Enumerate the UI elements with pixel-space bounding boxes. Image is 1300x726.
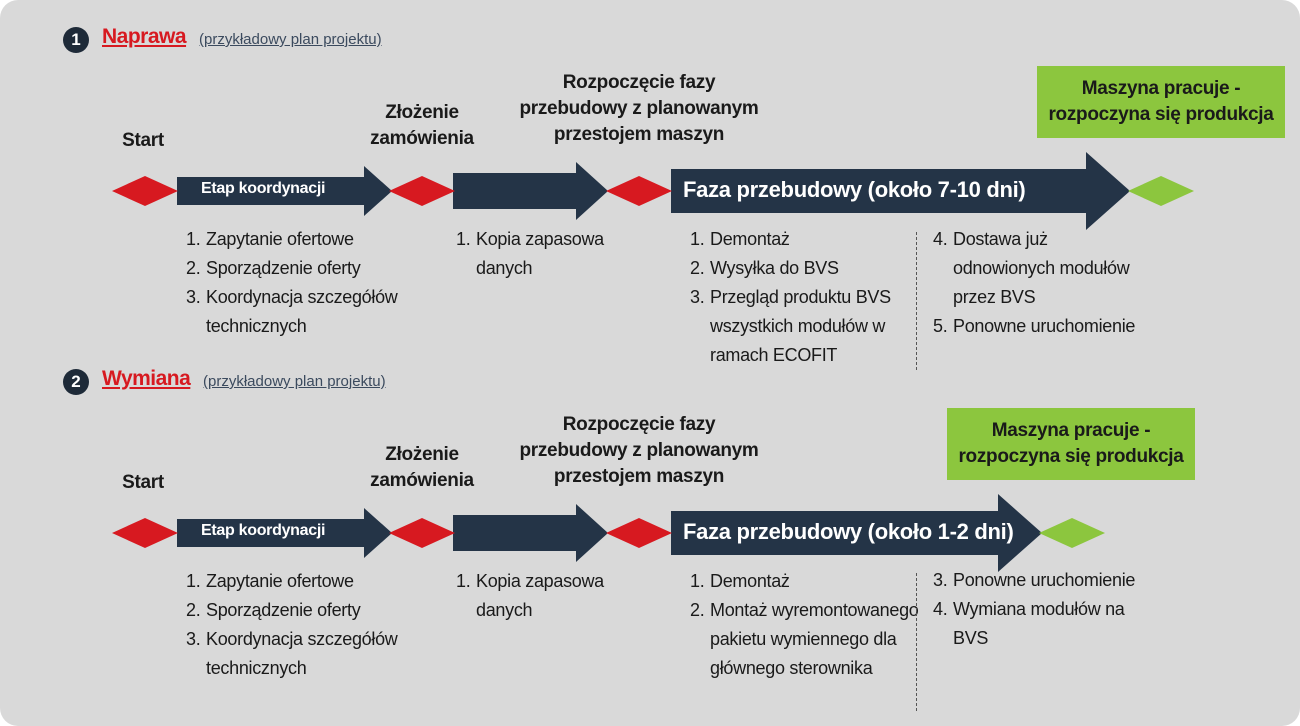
coordination-arrow-label: Etap koordynacji	[201, 522, 326, 539]
list-item-number: 2.	[186, 258, 201, 278]
start-label: Start	[122, 472, 164, 493]
list-item-text: Wymiana modułów na BVS	[953, 599, 1125, 648]
list-item-text: Koordynacja szczegółów technicznych	[206, 287, 398, 336]
list-item-text: Demontaż	[710, 571, 790, 591]
list-item	[456, 225, 616, 283]
order-label: Złożenie zamówienia	[370, 444, 474, 491]
list-item-number: 2.	[690, 600, 705, 620]
list-item	[186, 596, 406, 625]
order-diamond	[389, 176, 455, 206]
rebuild-steps-list-left	[690, 567, 920, 683]
list-item-text: Demontaż	[710, 229, 790, 249]
section-subtitle: (przykładowy plan projektu)	[203, 373, 386, 390]
phase-start-label: Rozpoczęcie fazy przebudowy z planowanym przestojem maszyn	[519, 72, 759, 145]
order-arrow	[453, 162, 608, 220]
section-number-badge: 2	[63, 369, 89, 395]
list-item-text: Ponowne uruchomienie	[953, 570, 1136, 590]
rebuild-steps-list-right	[933, 225, 1148, 341]
section-subtitle: (przykładowy plan projektu)	[199, 31, 382, 48]
production-diamond	[1039, 518, 1105, 548]
list-item	[186, 225, 406, 254]
list-item-number: 3.	[690, 287, 705, 307]
list-item	[933, 595, 1148, 653]
list-item	[933, 312, 1148, 341]
list-item	[690, 225, 920, 254]
list-item-number: 2.	[186, 600, 201, 620]
order-diamond	[389, 518, 455, 548]
steps-divider	[916, 573, 917, 711]
coordination-steps-list	[186, 567, 406, 683]
list-item-text: Ponowne uruchomienie	[953, 316, 1136, 336]
list-item	[690, 567, 920, 596]
list-item-number: 3.	[186, 287, 201, 307]
start-diamond	[112, 518, 178, 548]
list-item	[186, 254, 406, 283]
production-box: Maszyna pracuje - rozpoczyna się produkcja	[947, 408, 1195, 480]
steps-divider	[916, 232, 917, 370]
list-item	[186, 283, 406, 341]
phase-start-diamond	[606, 176, 672, 206]
rebuild-phase-arrow-label: Faza przebudowy (około 7-10 dni)	[683, 177, 1026, 202]
section-title: Naprawa	[102, 25, 187, 48]
phase-start-label: Rozpoczęcie fazy przebudowy z planowanym przestojem maszyn	[519, 414, 759, 487]
production-box: Maszyna pracuje - rozpoczyna się produkcja	[1037, 66, 1285, 138]
start-diamond	[112, 176, 178, 206]
list-item-number: 4.	[933, 599, 948, 619]
list-item-text: Koordynacja szczegółów technicznych	[206, 629, 398, 678]
list-item-number: 2.	[690, 258, 705, 278]
list-item	[186, 567, 406, 596]
list-item-text: Zapytanie ofertowe	[206, 571, 354, 591]
list-item-text: Montaż wyremontowanego pakietu wymiennego dla głównego sterownika	[710, 600, 919, 678]
list-item-text: Wysyłka do BVS	[710, 258, 839, 278]
list-item-number: 4.	[933, 229, 948, 249]
list-item-text: Sporządzenie oferty	[206, 258, 361, 278]
coordination-steps-list	[186, 225, 406, 341]
list-item-number: 1.	[456, 229, 471, 249]
list-item	[186, 625, 406, 683]
section-number-badge: 1	[63, 27, 89, 53]
list-item-text: Przegląd produktu BVS wszystkich modułów w ramach ECOFIT	[710, 287, 891, 365]
list-item-number: 1.	[186, 571, 201, 591]
start-label: Start	[122, 130, 164, 151]
list-item-number: 3.	[186, 629, 201, 649]
list-item	[690, 596, 920, 683]
list-item-text: Zapytanie ofertowe	[206, 229, 354, 249]
list-item-text: Sporządzenie oferty	[206, 600, 361, 620]
rebuild-phase-arrow-label: Faza przebudowy (około 1-2 dni)	[683, 519, 1014, 544]
list-item-number: 1.	[690, 229, 705, 249]
list-item-text: Kopia zapasowa danych	[476, 571, 604, 620]
list-item	[456, 567, 616, 625]
list-item-number: 5.	[933, 316, 948, 336]
order-steps-list	[456, 567, 616, 625]
list-item-number: 1.	[690, 571, 705, 591]
phase-start-diamond	[606, 518, 672, 548]
list-item-number: 1.	[456, 571, 471, 591]
rebuild-steps-list-right	[933, 566, 1148, 653]
list-item	[690, 254, 920, 283]
order-label: Złożenie zamówienia	[370, 102, 474, 149]
section-title: Wymiana	[102, 367, 191, 390]
list-item-text: Kopia zapasowa danych	[476, 229, 604, 278]
coordination-arrow-label: Etap koordynacji	[201, 180, 326, 197]
list-item	[933, 225, 1148, 312]
rebuild-steps-list-left	[690, 225, 920, 370]
order-steps-list	[456, 225, 616, 283]
list-item	[933, 566, 1148, 595]
list-item	[690, 283, 920, 370]
list-item-text: Dostawa już odnowionych modułów przez BVS	[953, 229, 1130, 307]
order-arrow	[453, 504, 608, 562]
list-item-number: 1.	[186, 229, 201, 249]
production-diamond	[1128, 176, 1194, 206]
list-item-number: 3.	[933, 570, 948, 590]
